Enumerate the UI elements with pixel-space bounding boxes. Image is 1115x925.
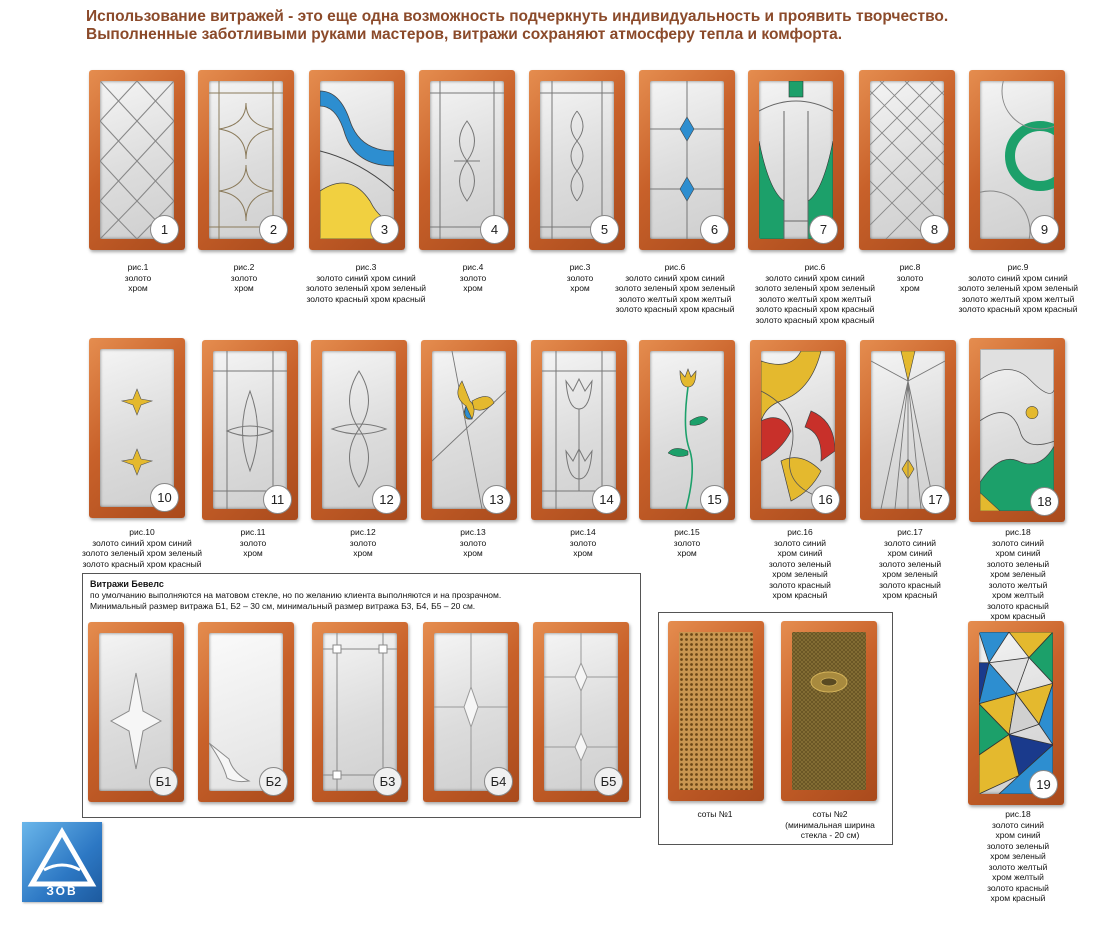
stained-glass-panel-12[interactable] [311, 340, 407, 520]
soty-caption-2: соты №2 (минимальная ширина стекла - 20 см) [785, 809, 875, 840]
panel-number-badge: 3 [370, 215, 399, 244]
caption-1: рис.1 золото хром [124, 262, 152, 293]
stained-glass-panel-4[interactable] [419, 70, 515, 250]
caption-9: рис.9 золото синий хром синий золото зеленый хром зеленый золото желтый хром желтый золото красный хром красный [957, 262, 1079, 314]
caption-4: рис.4 золото хром [459, 262, 487, 293]
header-line-2: Выполненные заботливыми руками мастеров, витражи сохраняют атмосферу тепла и комфорта. [86, 26, 843, 43]
bevels-panel-b5[interactable] [533, 622, 629, 802]
stained-glass-panel-3[interactable] [309, 70, 405, 250]
stained-glass-panel-2[interactable] [198, 70, 294, 250]
soty-caption-1: соты №1 [697, 809, 733, 819]
caption-10: рис.10 золото синий хром синий золото зеленый хром зеленый золото красный хром красный [81, 527, 203, 569]
stained-glass-panel-8[interactable] [859, 70, 955, 250]
caption-19: рис.18 золото синий хром синий золото зеленый хром зеленый золото желтый хром желтый золото красный хром красный [986, 809, 1050, 903]
panel-number-badge: 6 [700, 215, 729, 244]
stained-glass-panel-7[interactable] [748, 70, 844, 250]
panel-number-badge: 2 [259, 215, 288, 244]
stained-glass-panel-18[interactable] [969, 338, 1065, 522]
caption-3: рис.3 золото синий хром синий золото зеленый хром зеленый золото красный хром красный [305, 262, 427, 304]
header-line-1: Использование витражей - это еще одна возможность подчеркнуть индивидуальность и проявить творчество. [86, 8, 949, 25]
panel-number-badge: Б3 [373, 767, 402, 796]
caption-17: рис.17 золото синий хром синий золото зеленый хром зеленый золото красный хром красный [878, 527, 942, 600]
honeycomb-mesh-art [679, 632, 753, 790]
stained-glass-panel-13[interactable] [421, 340, 517, 520]
caption-8: рис.8 золото хром [896, 262, 924, 293]
caption-14: рис.14 золото хром [569, 527, 597, 558]
logo-text: ЗОВ [46, 884, 78, 898]
panel-number-badge: 7 [809, 215, 838, 244]
caption-18: рис.18 золото синий хром синий золото зеленый хром зеленый золото желтый хром желтый золото красный хром красный [986, 527, 1050, 621]
panel-number-badge: 4 [480, 215, 509, 244]
stained-glass-panel-19[interactable] [968, 621, 1064, 805]
bevels-panel-b3[interactable] [312, 622, 408, 802]
stained-glass-panel-16[interactable] [750, 340, 846, 520]
panel-number-badge: 11 [263, 485, 292, 514]
page-header [86, 8, 1106, 44]
caption-6: рис.6 золото синий хром синий золото зеленый хром зеленый золото желтый хром желтый золото красный хром красный [614, 262, 736, 314]
panel-number-badge: 5 [590, 215, 619, 244]
company-logo [22, 822, 102, 902]
panel-number-badge: 17 [921, 485, 950, 514]
bevels-panel-b4[interactable] [423, 622, 519, 802]
bevels-title: Витражи Бевелс [90, 579, 164, 589]
panel-number-badge: Б1 [149, 767, 178, 796]
panel-number-badge: 14 [592, 485, 621, 514]
bevels-line-1: по умолчанию выполняются на матовом стекле, но по желанию клиента выполняются и на прозрачном. [90, 590, 502, 600]
bevels-panel-b2[interactable] [198, 622, 294, 802]
bevels-panel-b1[interactable] [88, 622, 184, 802]
caption-16: рис.16 золото синий хром синий золото зеленый хром зеленый золото красный хром красный [768, 527, 832, 600]
stained-glass-panel-15[interactable] [639, 340, 735, 520]
caption-13: рис.13 золото хром [459, 527, 487, 558]
caption-12: рис.12 золото хром [349, 527, 377, 558]
stained-glass-panel-14[interactable] [531, 340, 627, 520]
stained-glass-panel-17[interactable] [860, 340, 956, 520]
stained-glass-panel-9[interactable] [969, 70, 1065, 250]
panel-number-badge: 16 [811, 485, 840, 514]
stained-glass-panel-5[interactable] [529, 70, 625, 250]
stained-glass-panel-1[interactable] [89, 70, 185, 250]
bevels-line-2: Минимальный размер витража Б1, Б2 – 30 см, минимальный размер витража Б3, Б4, Б5 – 20 см. [90, 601, 476, 611]
soty-panel-1[interactable] [668, 621, 764, 801]
caption-11: рис.11 золото хром [239, 527, 267, 558]
honeycomb-ornament-art [792, 632, 866, 790]
panel-number-badge: 13 [482, 485, 511, 514]
stained-glass-panel-11[interactable] [202, 340, 298, 520]
panel-number-badge: 19 [1029, 770, 1058, 799]
caption-2: рис.2 золото хром [230, 262, 258, 293]
panel-number-badge: 12 [372, 485, 401, 514]
stained-glass-panel-6[interactable] [639, 70, 735, 250]
panel-number-badge: 9 [1030, 215, 1059, 244]
panel-number-badge: 10 [150, 483, 179, 512]
panel-number-badge: 15 [700, 485, 729, 514]
panel-number-badge: Б2 [259, 767, 288, 796]
panel-number-badge: 1 [150, 215, 179, 244]
soty-panel-2[interactable] [781, 621, 877, 801]
panel-number-badge: 8 [920, 215, 949, 244]
caption-7: рис.6 золото синий хром синий золото зеленый хром зеленый золото желтый хром желтый золото красный хром красный золото красный хром красный [754, 262, 876, 325]
panel-number-badge: Б5 [594, 767, 623, 796]
panel-number-badge: 18 [1030, 487, 1059, 516]
panel-number-badge: Б4 [484, 767, 513, 796]
caption-5: рис.3 золото хром [566, 262, 594, 293]
bevels-description [90, 579, 501, 612]
caption-15: рис.15 золото хром [673, 527, 701, 558]
stained-glass-panel-10[interactable] [89, 338, 185, 518]
